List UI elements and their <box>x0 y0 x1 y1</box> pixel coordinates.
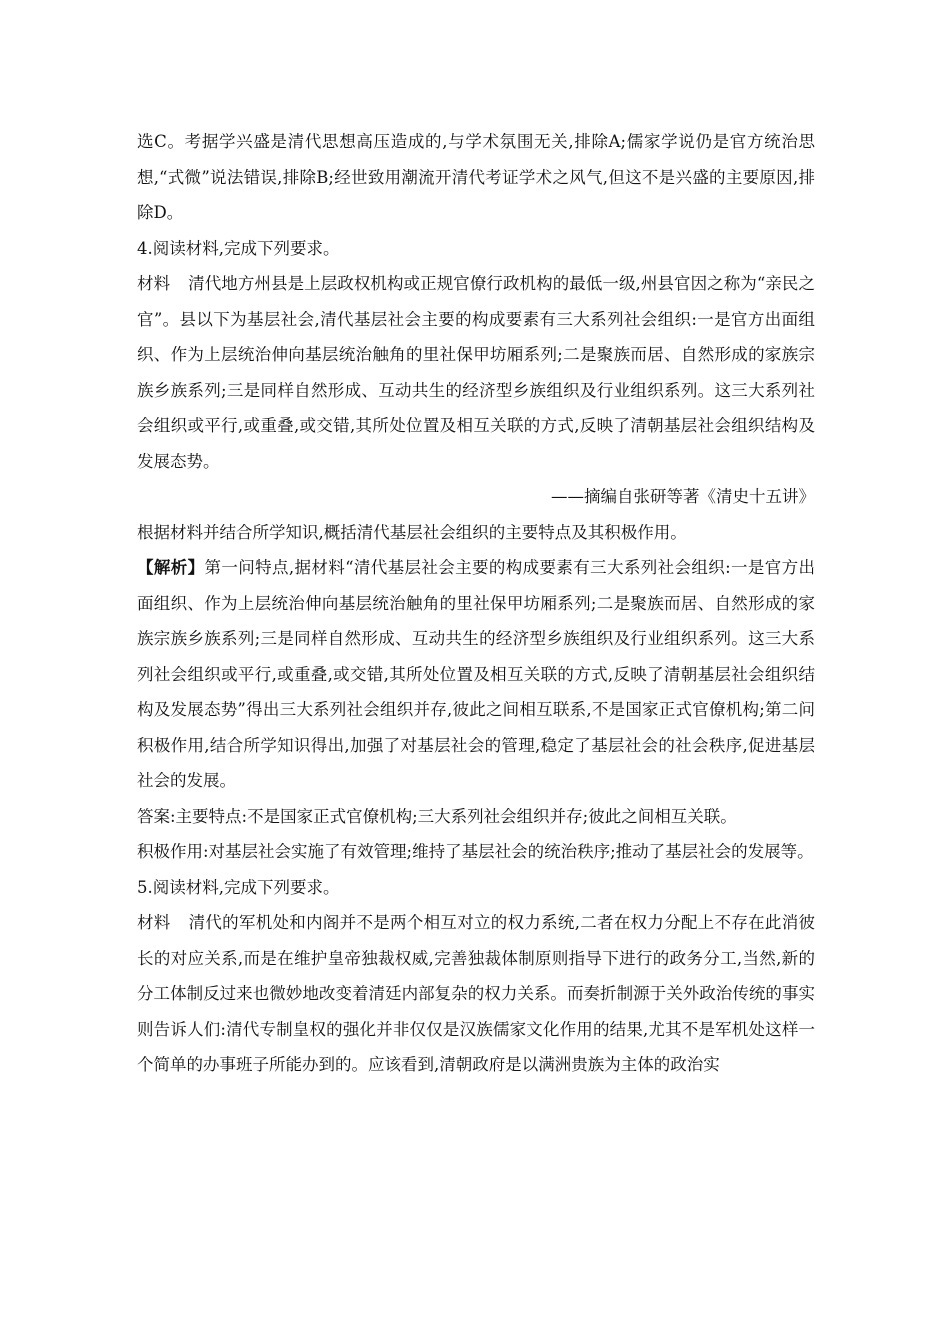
material-label: 材料 <box>137 274 171 293</box>
question-4-material <box>137 266 815 479</box>
question-4-title: 4.阅读材料,完成下列要求。 <box>137 238 340 258</box>
answer-explanation-q3: 选C。考据学兴盛是清代思想高压造成的,与学术氛围无关,排除A;儒家学说仍是官方统治思想,“式微”说法错误,排除B;经世致用潮流开清代考证学术之风气,但这不是兴盛的主要原因,排除D。 <box>137 132 815 222</box>
material-label: 材料 <box>137 913 171 932</box>
question-4-answer-features: 答案:主要特点:不是国家正式官僚机构;三大系列社会组织并存;彼此之间相互关联。 <box>137 806 737 826</box>
material-text: 清代地方州县是上层政权机构或正规官僚行政机构的最低一级,州县官因之称为“亲民之官”。县以下为基层社会,清代基层社会主要的构成要素有三大系列社会组织:一是官方出面组织、作为上层统治伸向基层统治触角的里社保甲坊厢系列;二是聚族而居、自然形成的家族宗族乡族系列;三是同样自然形成、互动共生的经济型乡族组织及行业组织系列。这三大系列社会组织或平行,或重叠,或交错,其所处位置及相互关联的方式,反映了清朝基层社会组织结构及发展态势。 <box>137 274 815 471</box>
question-4-answer-effects: 积极作用:对基层社会实施了有效管理;维持了基层社会的统治秩序;推动了基层社会的发展等。 <box>137 842 814 861</box>
analysis-text: 第一问特点,据材料“清代基层社会主要的构成要素有三大系列社会组织:一是官方出面组织、作为上层统治伸向基层统治触角的里社保甲坊厢系列;二是聚族而居、自然形成的家族宗族乡族系列;三是同样自然形成、互动共生的经济型乡族组织及行业组织系列。这三大系列社会组织或平行,或重叠,或交错,其所处位置及相互关联的方式,反映了清朝基层社会组织结构及发展态势”得出三大系列社会组织并存,彼此之间相互联系,不是国家正式官僚机构;第二问积极作用,结合所学知识得出,加强了对基层社会的管理,稳定了基层社会的社会秩序,促进基层社会的发展。 <box>137 558 816 790</box>
document-page <box>137 124 815 1083</box>
material-text: 清代的军机处和内阁并不是两个相互对立的权力系统,二者在权力分配上不存在此消彼长的对应关系,而是在维护皇帝独裁权威,完善独裁体制原则指导下进行的政务分工,当然,新的分工体制反过来也微妙地改变着清廷内部复杂的权力关系。而奏折制源于关外政治传统的事实则告诉人们:清代专制皇权的强化并非仅仅是汉族儒家文化作用的结果,尤其不是军机处这样一个简单的办事班子所能办到的。应该看到,清朝政府是以满洲贵族为主体的政治实 <box>137 913 815 1074</box>
question-4-analysis <box>137 550 815 799</box>
question-4-prompt: 根据材料并结合所学知识,概括清代基层社会组织的主要特点及其积极作用。 <box>137 522 687 542</box>
question-5-title: 5.阅读材料,完成下列要求。 <box>137 877 340 897</box>
question-5-material <box>137 905 815 1083</box>
question-4-source: ——摘编自张研等著《清史十五讲》 <box>551 487 815 506</box>
analysis-tag: 【解析】 <box>137 558 205 577</box>
